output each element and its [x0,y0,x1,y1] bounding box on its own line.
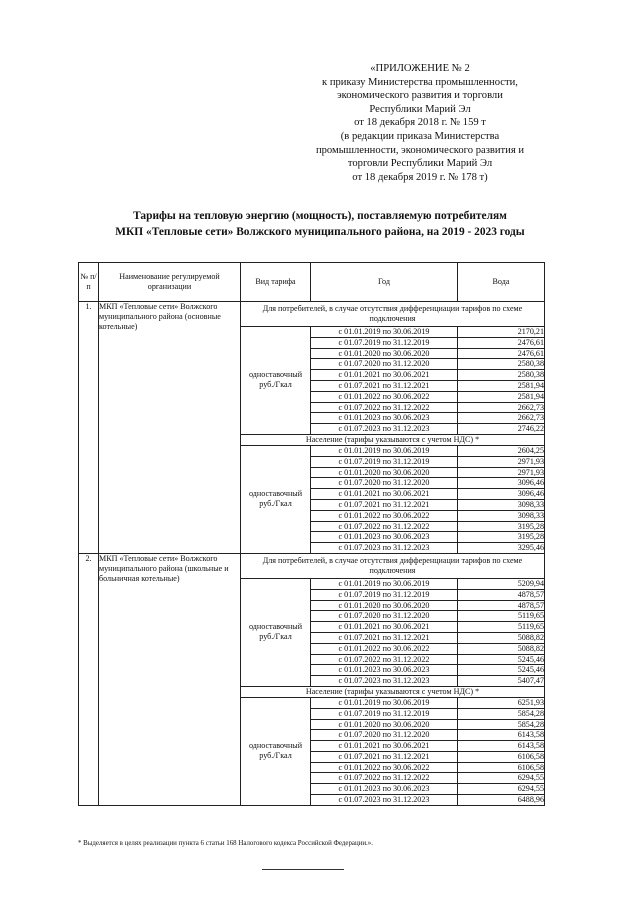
organization-name: МКП «Тепловые сети» Волжского муниципального района (основные котельные) [99,302,241,554]
period-cell: с 01.01.2021 по 30.06.2021 [311,370,458,381]
period-cell: с 01.01.2019 по 30.06.2019 [311,578,458,589]
footnote: * Выделяется в целях реализации пункта 6 статьи 168 Налогового кодекса Российской Федерации.». [78,840,373,847]
period-cell: с 01.01.2021 по 30.06.2021 [311,622,458,633]
water-value-cell: 6294,55 [458,773,545,784]
period-cell: с 01.07.2020 по 31.12.2020 [311,730,458,741]
period-cell: с 01.07.2021 по 31.12.2021 [311,499,458,510]
appendix-line: от 18 декабря 2019 г. № 178 т) [352,171,488,183]
water-value-cell: 4878,57 [458,600,545,611]
period-cell: с 01.07.2020 по 31.12.2020 [311,611,458,622]
water-value-cell: 2746,22 [458,424,545,435]
water-value-cell: 6294,55 [458,784,545,795]
water-value-cell: 2604,25 [458,445,545,456]
water-value-cell: 3195,28 [458,532,545,543]
period-cell: с 01.01.2022 по 30.06.2022 [311,643,458,654]
header-year: Год [311,263,458,302]
water-value-cell: 2662,73 [458,413,545,424]
water-value-cell: 5854,28 [458,708,545,719]
period-cell: с 01.07.2021 по 31.12.2021 [311,632,458,643]
period-cell: с 01.01.2022 по 30.06.2022 [311,391,458,402]
period-cell: с 01.07.2023 по 31.12.2023 [311,795,458,806]
period-cell: с 01.01.2021 по 30.06.2021 [311,741,458,752]
document-title [60,208,580,240]
period-cell: с 01.07.2020 по 31.12.2020 [311,359,458,370]
water-value-cell: 6251,93 [458,697,545,708]
table-header-row [79,263,545,302]
water-value-cell: 6143,58 [458,730,545,741]
table-body [79,302,545,806]
appendix-line: к приказу Министерства промышленности, [322,76,518,88]
group-header-row [79,553,545,578]
header-org: Наименование регулируемой организации [99,263,241,302]
period-cell: с 01.01.2023 по 30.06.2023 [311,784,458,795]
water-value-cell: 5209,94 [458,578,545,589]
period-cell: с 01.01.2022 по 30.06.2022 [311,510,458,521]
tariff-kind: одноставочный руб./Гкал [241,697,311,805]
period-cell: с 01.07.2023 по 31.12.2023 [311,543,458,554]
tariff-kind: одноставочный руб./Гкал [241,327,311,435]
period-cell: с 01.01.2019 по 30.06.2019 [311,445,458,456]
water-value-cell: 2581,94 [458,391,545,402]
water-value-cell: 5119,65 [458,622,545,633]
appendix-line: Республики Марий Эл [369,103,471,115]
water-value-cell: 2971,93 [458,456,545,467]
period-cell: с 01.01.2023 по 30.06.2023 [311,665,458,676]
tariff-kind: одноставочный руб./Гкал [241,578,311,686]
period-cell: с 01.07.2022 по 31.12.2022 [311,521,458,532]
group-header: Для потребителей, в случае отсутствия дифференциации тарифов по схеме подключения [241,553,545,578]
period-cell: с 01.07.2022 по 31.12.2022 [311,402,458,413]
group-header: Население (тарифы указываются с учетом НДС) * [241,686,545,697]
water-value-cell: 5854,28 [458,719,545,730]
water-value-cell: 2581,94 [458,380,545,391]
appendix-block [296,62,544,184]
water-value-cell: 5245,46 [458,665,545,676]
water-value-cell: 6106,58 [458,762,545,773]
period-cell: с 01.01.2019 по 30.06.2019 [311,697,458,708]
period-cell: с 01.01.2020 по 30.06.2020 [311,348,458,359]
appendix-line: промышленности, экономического развития и [315,144,525,156]
water-value-cell: 5088,82 [458,643,545,654]
water-value-cell: 5088,82 [458,632,545,643]
appendix-line: «ПРИЛОЖЕНИЕ № 2 [370,63,470,74]
period-cell: с 01.07.2021 по 31.12.2021 [311,751,458,762]
header-water: Вода [458,263,545,302]
row-number: 2. [79,553,99,805]
tariff-kind: одноставочный руб./Гкал [241,445,311,553]
period-cell: с 01.01.2020 по 30.06.2020 [311,719,458,730]
period-cell: с 01.07.2023 по 31.12.2023 [311,424,458,435]
water-value-cell: 3098,33 [458,499,545,510]
group-header: Население (тарифы указываются с учетом НДС) * [241,434,545,445]
water-value-cell: 6488,96 [458,795,545,806]
header-num: № п/п [79,263,99,302]
appendix-line: от 18 декабря 2018 г. № 159 т [354,117,486,129]
water-value-cell: 2662,73 [458,402,545,413]
water-value-cell: 6106,58 [458,751,545,762]
period-cell: с 01.01.2021 по 30.06.2021 [311,489,458,500]
water-value-cell: 3096,46 [458,489,545,500]
period-cell: с 01.07.2019 по 31.12.2019 [311,589,458,600]
period-cell: с 01.07.2019 по 31.12.2019 [311,708,458,719]
appendix-line: торговли Республики Марий Эл [347,158,493,170]
water-value-cell: 5407,47 [458,676,545,687]
water-value-cell: 3098,33 [458,510,545,521]
water-value-cell: 4878,57 [458,589,545,600]
group-header-row [79,302,545,327]
water-value-cell: 2476,61 [458,348,545,359]
water-value-cell: 3195,28 [458,521,545,532]
water-value-cell: 3096,46 [458,478,545,489]
period-cell: с 01.07.2019 по 31.12.2019 [311,337,458,348]
period-cell: с 01.07.2022 по 31.12.2022 [311,654,458,665]
period-cell: с 01.07.2020 по 31.12.2020 [311,478,458,489]
period-cell: с 01.07.2023 по 31.12.2023 [311,676,458,687]
water-value-cell: 2971,93 [458,467,545,478]
header-kind: Вид тарифа [241,263,311,302]
bottom-divider [262,869,344,870]
title-line-1: Тарифы на тепловую энергию (мощность), поставляемую потребителям [133,210,507,222]
period-cell: с 01.01.2020 по 30.06.2020 [311,600,458,611]
water-value-cell: 3295,46 [458,543,545,554]
tariff-table [78,262,545,806]
group-header: Для потребителей, в случае отсутствия дифференциации тарифов по схеме подключения [241,302,545,327]
period-cell: с 01.01.2023 по 30.06.2023 [311,413,458,424]
appendix-line: (в редакции приказа Министерства [340,130,500,142]
period-cell: с 01.07.2019 по 31.12.2019 [311,456,458,467]
organization-name: МКП «Тепловые сети» Волжского муниципального района (школьные и больничная котельные) [99,553,241,805]
period-cell: с 01.01.2022 по 30.06.2022 [311,762,458,773]
water-value-cell: 5245,46 [458,654,545,665]
water-value-cell: 2170,21 [458,327,545,338]
title-line-2: МКП «Тепловые сети» Волжского муниципального района, на 2019 - 2023 годы [115,226,525,238]
period-cell: с 01.01.2023 по 30.06.2023 [311,532,458,543]
appendix-line: экономического развития и торговли [337,90,503,102]
row-number: 1. [79,302,99,554]
water-value-cell: 2476,61 [458,337,545,348]
period-cell: с 01.01.2020 по 30.06.2020 [311,467,458,478]
period-cell: с 01.07.2021 по 31.12.2021 [311,380,458,391]
water-value-cell: 6143,58 [458,741,545,752]
water-value-cell: 2580,38 [458,359,545,370]
water-value-cell: 2580,38 [458,370,545,381]
water-value-cell: 5119,65 [458,611,545,622]
period-cell: с 01.01.2019 по 30.06.2019 [311,327,458,338]
period-cell: с 01.07.2022 по 31.12.2022 [311,773,458,784]
